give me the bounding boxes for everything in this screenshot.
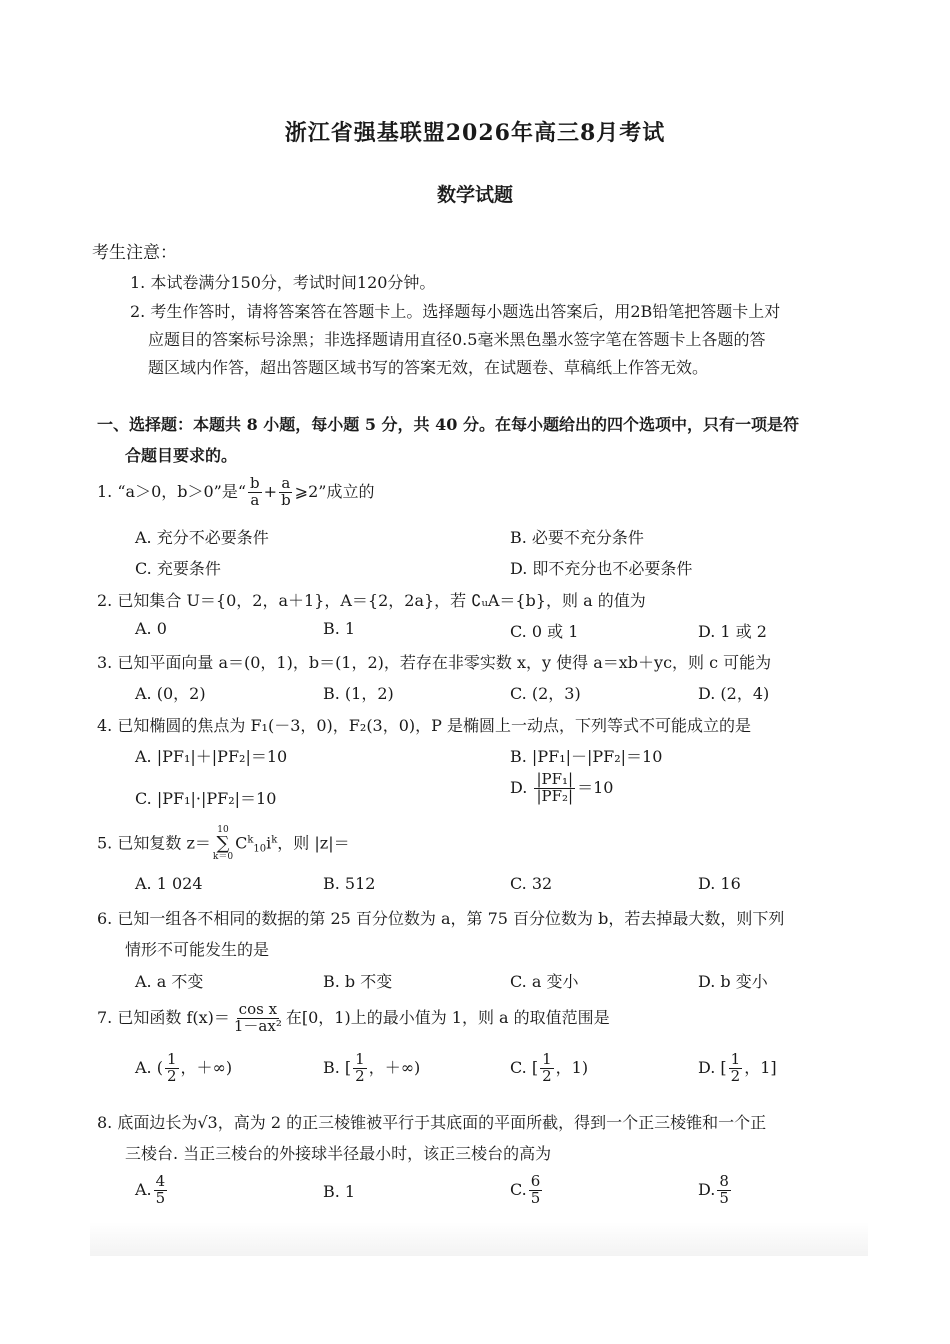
exam-title: 浙江省强基联盟2026年高三8月考试 <box>284 120 666 146</box>
q7-option-a: A. ( $\frac{1}{2}$ ，＋∞) <box>135 1050 233 1085</box>
q1-option-a: A. 充分不必要条件 <box>135 528 269 547</box>
question-6-stem-line-1: 6. 已知一组各不相同的数据的第 25 百分位数为 a，第 75 百分位数为 b，若去掉最大数，则下列 <box>97 909 785 928</box>
q1-option-c: C. 充要条件 <box>135 559 221 578</box>
q1-fraction-a-over-b: $\frac{a}{b}$ <box>281 474 291 509</box>
q3-option-d: D. (2，4) <box>698 684 770 703</box>
question-1-stem <box>97 476 374 509</box>
q4-option-d-post: ＝10 <box>577 777 614 797</box>
q6-option-a: A. a 不变 <box>135 972 204 991</box>
q7-function-fraction: $\frac{\text{cos x}}{\text{1－ax²}}$ <box>233 1000 282 1035</box>
q4-option-a: A. |PF₁|＋|PF₂|＝10 <box>135 747 288 766</box>
q1-option-b: B. 必要不充分条件 <box>510 528 644 547</box>
q7-option-c: C. [ $\frac{1}{2}$ ，1) <box>510 1050 589 1085</box>
q2-option-a: A. 0 <box>135 619 167 638</box>
q4-option-d-label: D. <box>510 777 528 797</box>
q7-option-d-fraction: $\frac{1}{2}$ <box>730 1050 741 1085</box>
q5-option-b: B. 512 <box>323 874 376 893</box>
q5-option-c: C. 32 <box>510 874 553 893</box>
q1-option-d: D. 即不充分也不必要条件 <box>510 559 693 578</box>
notice-item-2-line-1: 2. 考生作答时，请将答案答在答题卡上。选择题每小题选出答案后，用2B铅笔把答题卡上对 <box>130 302 781 321</box>
q7-stem-pre: 7. 已知函数 f(x)＝ <box>97 1007 230 1027</box>
question-8-stem-line-1: 8. 底面边长为√3，高为 2 的正三棱锥被平行于其底面的平面所截，得到一个正三棱锥和一个正 <box>97 1113 767 1132</box>
question-5-stem: 5. 已知复数 z＝ 10 ∑ k＝0 $C^k_{10}i^k$，则 |z|＝ <box>97 825 350 862</box>
q8-option-a-fraction: $\frac{4}{5}$ <box>155 1172 166 1207</box>
q1-stem-pre: 1. “a＞0，b＞0”是“ <box>97 481 247 501</box>
q1-fraction-b-over-a: $\frac{b}{a}$ <box>250 474 260 509</box>
q7-stem-post: 在[0，1)上的最小值为 1，则 a 的取值范围是 <box>285 1007 610 1027</box>
q4-option-d-fraction: $\frac{\text{|PF₁|}}{\text{|PF₂|}}$ <box>536 770 574 805</box>
q4-option-d <box>510 772 613 805</box>
q8-option-b: B. 1 <box>323 1182 356 1201</box>
q4-option-c: C. |PF₁|·|PF₂|＝10 <box>135 789 277 808</box>
scan-shadow <box>90 1222 868 1256</box>
question-8-stem-line-2: 三棱台. 当正三棱台的外接球半径最小时，该正三棱台的高为 <box>125 1144 552 1163</box>
q5-option-d: D. 16 <box>698 874 741 893</box>
q7-option-d: D. [ $\frac{1}{2}$ ，1] <box>698 1050 777 1085</box>
q2-option-d: D. 1 或 2 <box>698 622 767 641</box>
question-7-stem <box>97 1002 610 1035</box>
q7-option-a-fraction: $\frac{1}{2}$ <box>166 1050 177 1085</box>
notice-item-1: 1. 本试卷满分150分，考试时间120分钟。 <box>130 273 436 292</box>
section-heading-line-2: 合题目要求的。 <box>125 446 238 465</box>
q5-summation: 10 ∑ k＝0 <box>212 825 234 862</box>
question-6-stem-line-2: 情形不可能发生的是 <box>125 940 270 959</box>
notice-heading: 考生注意： <box>92 243 177 263</box>
q1-stem-post: ⩾2”成立的 <box>294 481 375 501</box>
q8-option-d-fraction: $\frac{8}{5}$ <box>719 1172 729 1207</box>
q1-plus: + <box>263 481 278 501</box>
q4-option-b: B. |PF₁|－|PF₂|＝10 <box>510 747 663 766</box>
exam-subtitle: 数学试题 <box>436 184 513 206</box>
q3-option-b: B. (1，2) <box>323 684 394 703</box>
q7-option-c-fraction: $\frac{1}{2}$ <box>542 1050 552 1085</box>
q6-option-b: B. b 不变 <box>323 972 393 991</box>
question-2-stem: 2. 已知集合 U＝{0，2，a＋1}，A＝{2，2a}，若 ∁ᵤA＝{b}，则 a 的值为 <box>97 591 646 610</box>
q8-option-c-fraction: $\frac{6}{5}$ <box>530 1172 541 1207</box>
q5-term: C <box>235 833 248 853</box>
q8-option-a: A. $\frac{4}{5}$ <box>135 1172 166 1207</box>
q2-option-b: B. 1 <box>323 619 356 638</box>
q5-stem-post: ，则 |z|＝ <box>277 833 350 853</box>
notice-item-2-line-3: 题区域内作答，超出答题区域书写的答案无效，在试题卷、草稿纸上作答无效。 <box>148 358 709 377</box>
q7-option-b-fraction: $\frac{1}{2}$ <box>355 1050 365 1085</box>
section-heading-line-1: 一、选择题：本题共 8 小题，每小题 5 分，共 40 分。在每小题给出的四个选项中，只有一项是符 <box>97 415 799 434</box>
q3-option-c: C. (2，3) <box>510 684 581 703</box>
q5-option-a: A. 1 024 <box>135 874 203 893</box>
q2-option-c: C. 0 或 1 <box>510 622 579 641</box>
q7-option-b: B. [ $\frac{1}{2}$ ，＋∞) <box>323 1050 421 1085</box>
question-4-stem: 4. 已知椭圆的焦点为 F₁(－3，0)，F₂(3，0)，P 是椭圆上一动点，下列等式不可能成立的是 <box>97 716 752 735</box>
q8-option-d: D. $\frac{8}{5}$ <box>698 1172 729 1207</box>
q8-option-c: C. $\frac{6}{5}$ <box>510 1172 541 1207</box>
question-3-stem: 3. 已知平面向量 a＝(0，1)，b＝(1，2)，若存在非零实数 x，y 使得 a＝xb＋yc，则 c 可能为 <box>97 653 772 672</box>
notice-item-2-line-2: 应题目的答案标号涂黑；非选择题请用直径0.5毫米黑色墨水签字笔在答题卡上各题的答 <box>148 330 766 349</box>
q3-option-a: A. (0，2) <box>135 684 206 703</box>
q6-option-d: D. b 变小 <box>698 972 768 991</box>
q6-option-c: C. a 变小 <box>510 972 579 991</box>
q5-stem-pre: 5. 已知复数 z＝ <box>97 833 211 853</box>
